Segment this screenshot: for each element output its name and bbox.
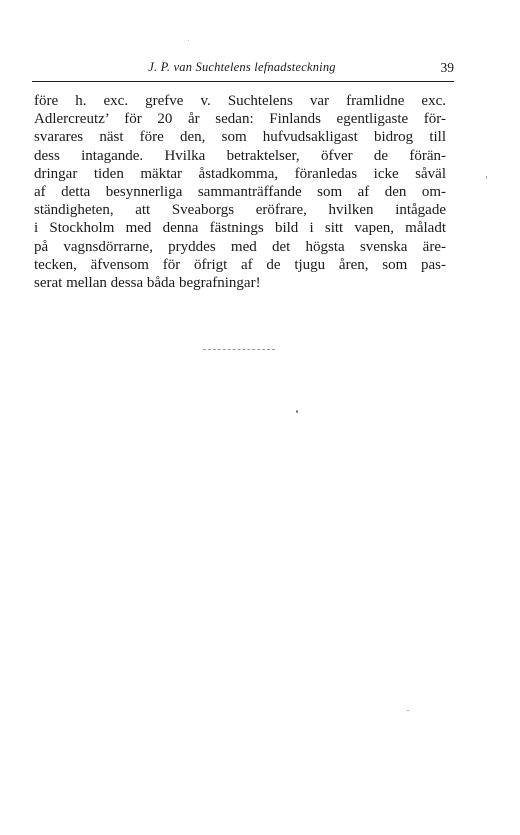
print-speck xyxy=(188,40,189,41)
header-rule xyxy=(32,81,454,82)
text-line: ständigheten, att Sveaborgs eröfrare, hvilken intågade xyxy=(34,202,446,219)
page-number: 39 xyxy=(440,60,454,75)
text-line: serat mellan dessa båda begrafningar! xyxy=(34,274,261,291)
section-divider xyxy=(203,349,275,350)
text-line: i Stockholm med denna fästnings bild i sitt vapen, måladt xyxy=(34,220,446,237)
running-head xyxy=(30,60,454,82)
print-speck xyxy=(407,710,409,711)
print-speck xyxy=(296,410,298,413)
text-line: af detta besynnerliga sammanträffande som af den om- xyxy=(34,183,446,200)
print-speck xyxy=(486,176,487,179)
body-paragraph xyxy=(34,92,446,292)
text-line: Adlercreutz’ för 20 år sedan: Finlands egentligaste för- xyxy=(34,111,446,128)
text-line: svarares näst före den, som hufvudsakligast bidrog till xyxy=(34,129,446,146)
text-line: tecken, äfvensom för öfrigt af de tjugu åren, som pas- xyxy=(34,256,446,273)
text-line: dringar tiden mäktar åstadkomma, föranledas icke såväl xyxy=(34,165,446,182)
running-title: J. P. van Suchtelens lefnadsteckning xyxy=(148,60,336,74)
text-line: före h. exc. grefve v. Suchtelens var framlidne exc. xyxy=(34,93,446,109)
text-line: dess intagande. Hvilka betraktelser, öfver de förän- xyxy=(34,147,446,164)
text-line: på vagnsdörrarne, pryddes med det högsta svenska äre- xyxy=(34,238,446,255)
